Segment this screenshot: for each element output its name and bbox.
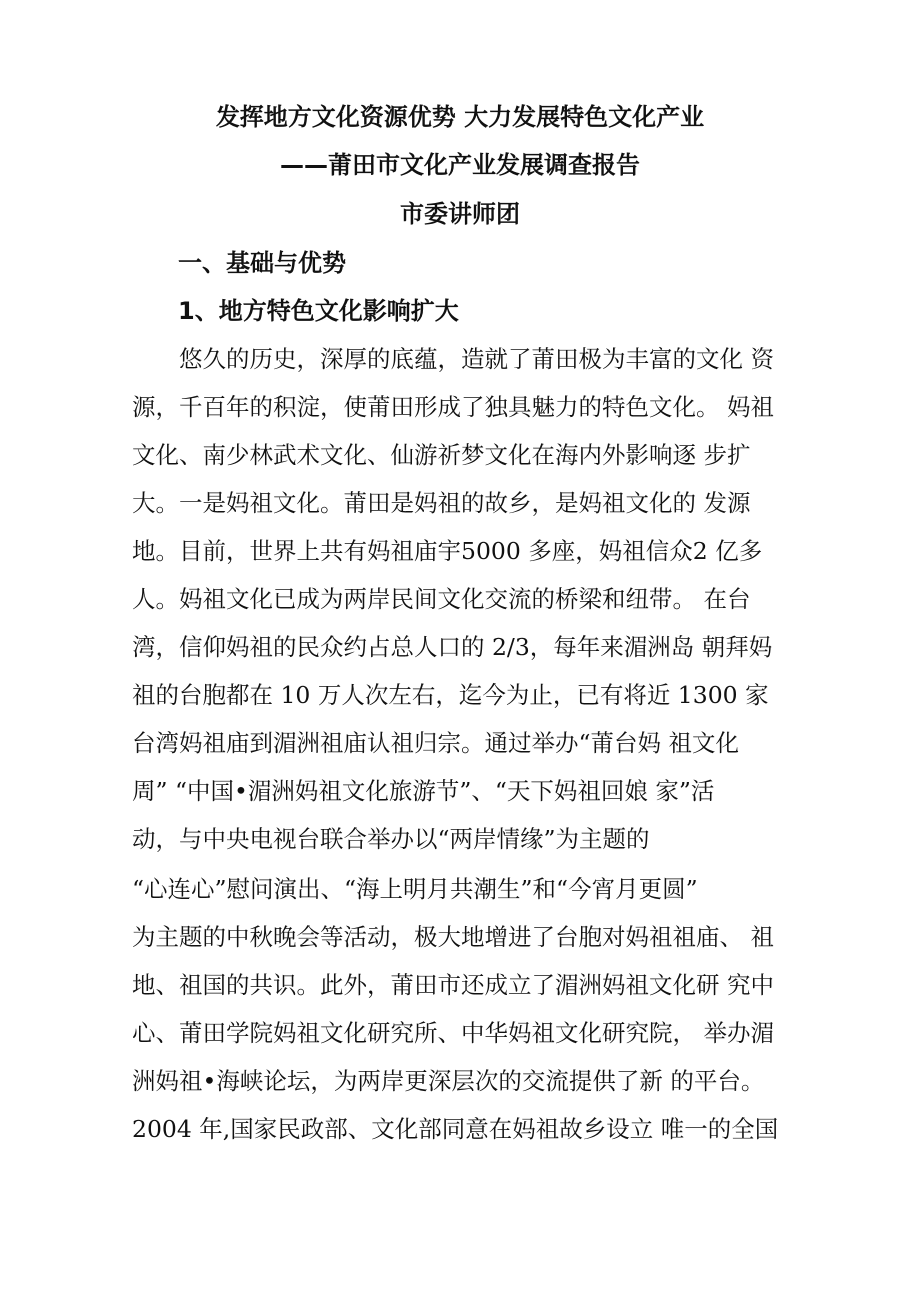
document-title: 发挥地方文化资源优势 大力发展特色文化产业 <box>215 103 705 131</box>
body-line: 台湾妈祖庙到湄洲祖庙认祖归宗。通过举办“莆台妈 祖文化 <box>132 729 739 757</box>
body-line: 动，与中央电视台联合举办以“两岸情缘”为主题的 <box>132 825 650 853</box>
body-line: 人。妈祖文化已成为两岸民间文化交流的桥梁和纽带。 在台 <box>132 585 751 613</box>
body-line: 地。目前，世界上共有妈祖庙宇5000 多座，妈祖信众2 亿多 <box>132 537 763 565</box>
body-line: 湾，信仰妈祖的民众约占总人口的 2/3，每年来湄洲岛 朝拜妈 <box>132 633 773 661</box>
body-line: 悠久的历史，深厚的底蕴，造就了莆田极为丰富的文化 资 <box>132 345 774 373</box>
body-line: 文化、南少林武术文化、仙游祈梦文化在海内外影响逐 步扩 <box>132 441 751 469</box>
body-line: 周” “中国•湄洲妈祖文化旅游节”、“天下妈祖回娘 家”活 <box>132 777 715 805</box>
section-heading: 一、基础与优势 <box>178 249 346 277</box>
body-line: 2004 年,国家民政部、文化部同意在妈祖故乡设立 唯一的全国 <box>132 1115 779 1143</box>
body-line: 大。一是妈祖文化。莆田是妈祖的故乡，是妈祖文化的 发源 <box>132 489 751 517</box>
body-line: 地、祖国的共识。此外，莆田市还成立了湄洲妈祖文化研 究中 <box>132 971 774 999</box>
body-line: 心、莆田学院妈祖文化研究所、中华妈祖文化研究院， 举办湄 <box>132 1019 774 1047</box>
body-line: 洲妈祖•海峡论坛，为两岸更深层次的交流提供了新 的平台。 <box>132 1067 765 1095</box>
document-subtitle: ——莆田市文化产业发展调查报告 <box>280 151 640 179</box>
body-line: 祖的台胞都在 10 万人次左右，迄今为止，已有将近 1300 家 <box>132 681 769 709</box>
body-line: “心连心”慰问演出、“海上明月共潮生”和“今宵月更圆” <box>132 875 698 903</box>
document-author: 市委讲师团 <box>400 200 520 228</box>
subsection-heading: 1、地方特色文化影响扩大 <box>178 297 459 325</box>
body-line: 源，千百年的积淀，使莆田形成了独具魅力的特色文化。 妈祖 <box>132 393 774 421</box>
body-line: 为主题的中秋晚会等活动，极大地增进了台胞对妈祖祖庙、 祖 <box>132 923 774 951</box>
